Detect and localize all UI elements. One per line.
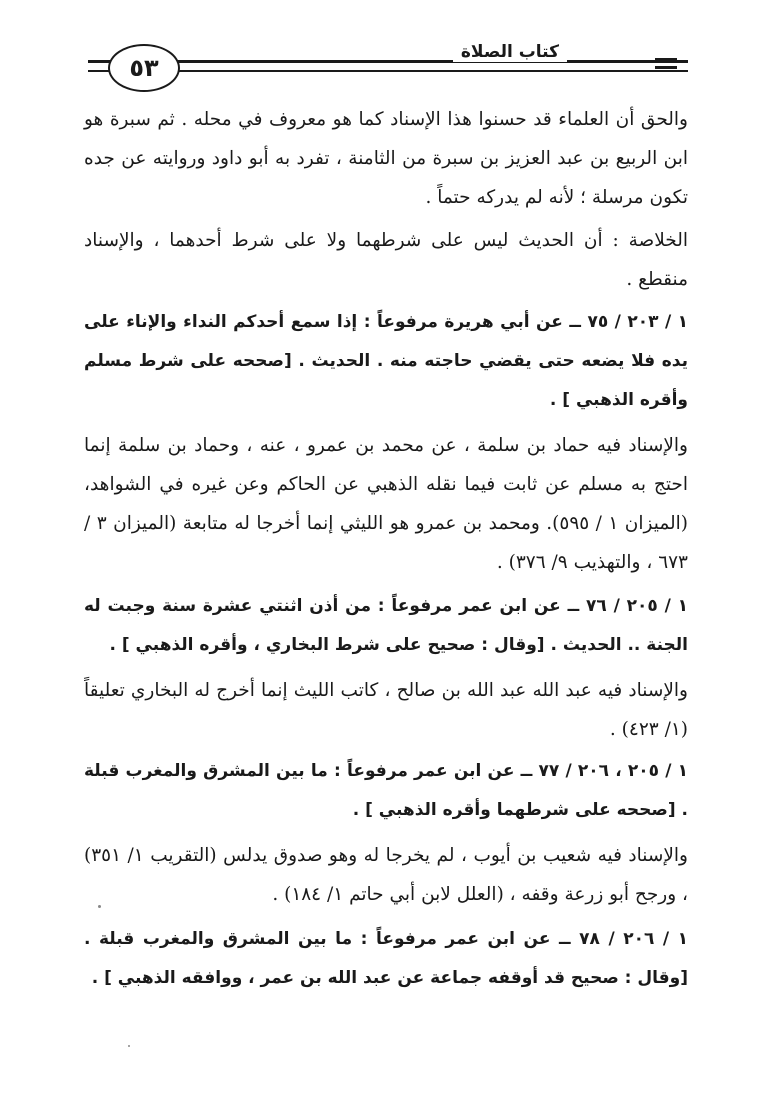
hadith-paragraph: ١ / ٢٠٣ / ٧٥ ــ عن أبي هريرة مرفوعاً : إذا سمع أحدكم النداء والإناء على يده فلا يضعه حتى يقضي حاجته منه . الحديث . [صححه على شرط مسلم وأقره الذهبي ] . xyxy=(84,312,688,410)
hadith-paragraph: ١ / ٢٠٥ / ٧٦ ــ عن ابن عمر مرفوعاً : من أذن اثنتي عشرة سنة وجبت له الجنة .. الحديث . [وقال : صحيح على شرط البخاري ، وأقره الذهبي ] . xyxy=(84,596,688,655)
commentary-paragraph: والإسناد فيه حماد بن سلمة ، عن محمد بن عمرو ، عنه ، وحماد بن سلمة إنما احتج به مسلم عن ثابت فيما نقله الذهبي عن الحاكم وعن غيره في الشواهد، (الميزان ١ / ٥٩٥). ومحمد بن عمرو هو الليثي إنما أخرجا له متابعة (الميزان ٣ / ٦٧٣ ، والتهذيب ٩/ ٣٧٦) . xyxy=(84,435,689,573)
commentary-paragraph: والحق أن العلماء قد حسنوا هذا الإسناد كما هو معروف في محله . ثم سبرة هو ابن الربيع بن عبد العزيز بن سبرة من الثامنة ، تفرد به أبو داود وروايته عن جده تكون مرسلة ؛ لأنه لم يدركه حتماً . xyxy=(84,109,688,208)
page-number: ٥٣ xyxy=(108,44,180,92)
running-title: كتاب الصلاة xyxy=(453,42,567,62)
hadith-paragraph: ١ / ٢٠٦ / ٧٨ ــ عن ابن عمر مرفوعاً : ما بين المشرق والمغرب قبلة . [وقال : صحيح قد أوقفه جماعة عن عبد الله بن عمر ، ووافقه الذهبي ] . xyxy=(84,929,689,988)
hadith-paragraph: ١ / ٢٠٥ ، ٢٠٦ / ٧٧ ــ عن ابن عمر مرفوعاً : ما بين المشرق والمغرب قبلة . [صححه على شرطهما وأقره الذهبي ] . xyxy=(84,761,689,820)
page-header xyxy=(0,38,767,98)
commentary-paragraph: والإسناد فيه عبد الله عبد الله بن صالح ، كاتب الليث إنما أخرج له البخاري تعليقاً (١/ ٤٢٣) . xyxy=(84,680,688,740)
scan-speck xyxy=(128,1045,130,1047)
commentary-paragraph: والإسناد فيه شعيب بن أيوب ، لم يخرجا له وهو صدوق يدلس (التقريب ١/ ٣٥١) ، ورجح أبو زرعة وقفه ، (العلل لابن أبي حاتم ١/ ١٨٤) . xyxy=(84,845,688,905)
commentary-paragraph: الخلاصة : أن الحديث ليس على شرطهما ولا على شرط أحدهما ، والإسناد منقطع . xyxy=(84,230,688,290)
header-ornament xyxy=(655,58,677,72)
scan-speck xyxy=(98,905,101,908)
